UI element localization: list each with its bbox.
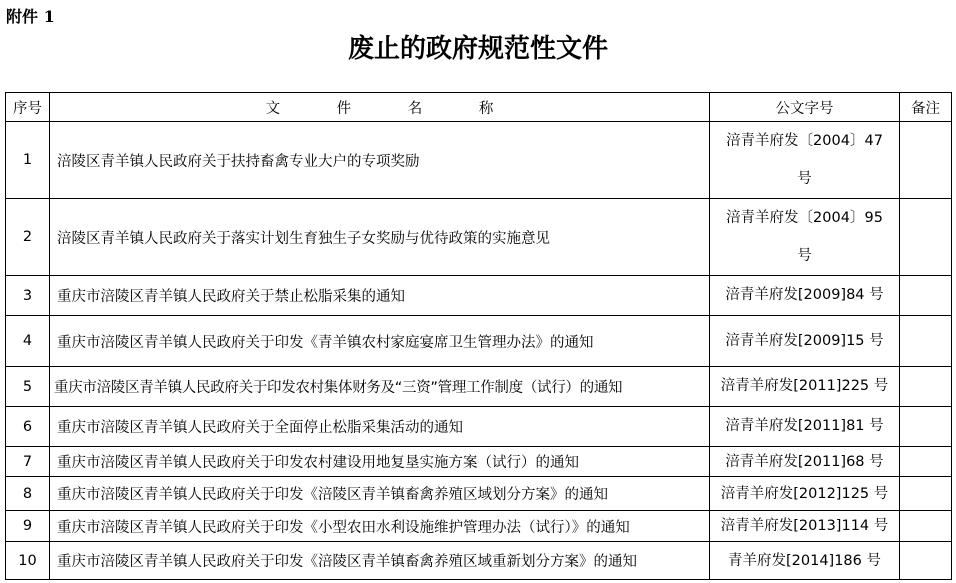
row-name: 重庆市涪陵区青羊镇人民政府关于印发《涪陵区青羊镇畜禽养殖区域划分方案》的通知	[50, 477, 710, 511]
header-code: 公文字号	[710, 93, 900, 122]
row-name: 重庆市涪陵区青羊镇人民政府关于印发《青羊镇农村家庭宴席卫生管理办法》的通知	[50, 316, 710, 367]
row-code: 涪青羊府发〔2004〕95号	[710, 199, 900, 276]
annex-label: 附件 1	[6, 7, 55, 26]
row-name: 重庆市涪陵区青羊镇人民政府关于印发农村建设用地复垦实施方案（试行）的通知	[50, 447, 710, 477]
row-index: 2	[6, 199, 50, 276]
table-row	[6, 367, 952, 407]
row-index: 7	[6, 447, 50, 477]
row-code: 涪青羊府发[2013]114 号	[710, 511, 900, 542]
table-row	[6, 316, 952, 367]
row-note	[900, 122, 952, 199]
row-code: 涪青羊府发[2009]15 号	[710, 316, 900, 367]
row-name: 重庆市涪陵区青羊镇人民政府关于全面停止松脂采集活动的通知	[50, 407, 710, 447]
row-code: 涪青羊府发[2011]68 号	[710, 447, 900, 477]
header-note: 备注	[900, 93, 952, 122]
row-index: 6	[6, 407, 50, 447]
table-body	[6, 122, 952, 580]
row-name: 涪陵区青羊镇人民政府关于落实计划生育独生子女奖励与优待政策的实施意见	[50, 199, 710, 276]
row-note	[900, 367, 952, 407]
row-index: 8	[6, 477, 50, 511]
row-code: 青羊府发[2014]186 号	[710, 542, 900, 580]
table-row	[6, 276, 952, 316]
documents-table	[5, 92, 952, 580]
row-note	[900, 477, 952, 511]
table-row	[6, 477, 952, 511]
row-name: 重庆市涪陵区青羊镇人民政府关于印发《涪陵区青羊镇畜禽养殖区域重新划分方案》的通知	[50, 542, 710, 580]
row-code: 涪青羊府发[2011]81 号	[710, 407, 900, 447]
row-name: 重庆市涪陵区青羊镇人民政府关于印发《小型农田水利设施维护管理办法（试行）》的通知	[50, 511, 710, 542]
row-index: 3	[6, 276, 50, 316]
table-row	[6, 511, 952, 542]
row-name: 重庆市涪陵区青羊镇人民政府关于禁止松脂采集的通知	[50, 276, 710, 316]
table-row	[6, 447, 952, 477]
header-name: 文 件 名 称	[50, 93, 710, 122]
row-note	[900, 542, 952, 580]
row-note	[900, 407, 952, 447]
row-note	[900, 276, 952, 316]
row-index: 10	[6, 542, 50, 580]
row-index: 5	[6, 367, 50, 407]
table-header-row	[6, 93, 952, 122]
row-note	[900, 316, 952, 367]
row-code: 涪青羊府发[2009]84 号	[710, 276, 900, 316]
row-name: 涪陵区青羊镇人民政府关于扶持畜禽专业大户的专项奖励	[50, 122, 710, 199]
row-index: 4	[6, 316, 50, 367]
table-row	[6, 407, 952, 447]
row-name: 重庆市涪陵区青羊镇人民政府关于印发农村集体财务及“三资”管理工作制度（试行）的通知	[50, 367, 710, 407]
row-index: 9	[6, 511, 50, 542]
page-title: 废止的政府规范性文件	[347, 34, 608, 64]
header-index: 序号	[6, 93, 50, 122]
row-note	[900, 199, 952, 276]
row-note	[900, 447, 952, 477]
table-row	[6, 122, 952, 199]
row-note	[900, 511, 952, 542]
row-code: 涪青羊府发[2012]125 号	[710, 477, 900, 511]
row-code: 涪青羊府发[2011]225 号	[710, 367, 900, 407]
table-row	[6, 199, 952, 276]
table-row	[6, 542, 952, 580]
row-index: 1	[6, 122, 50, 199]
row-code: 涪青羊府发〔2004〕47号	[710, 122, 900, 199]
